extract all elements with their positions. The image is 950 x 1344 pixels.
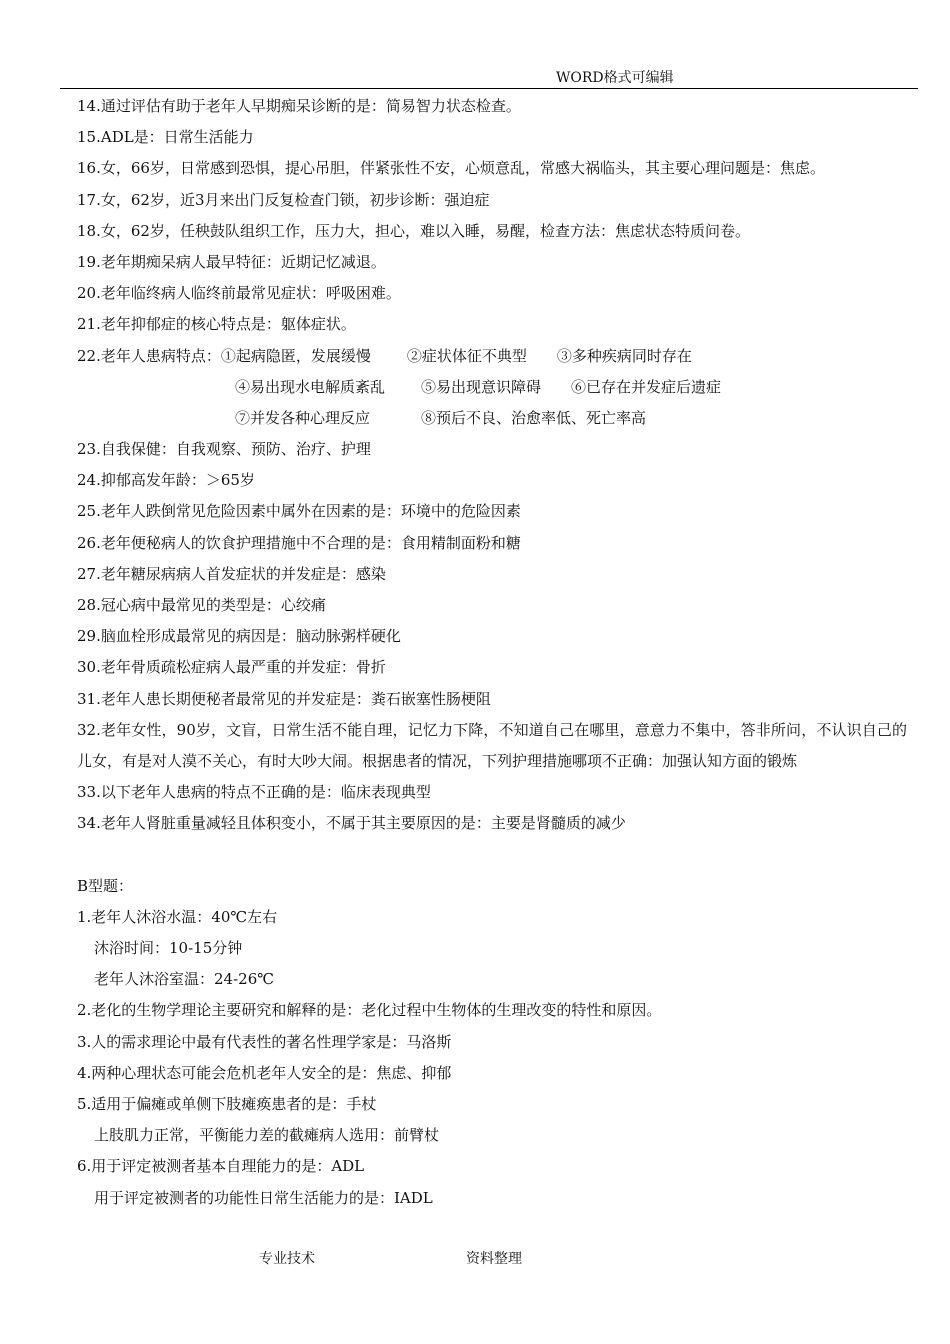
question-14: 14.通过评估有助于老年人早期痴呆诊断的是：简易智力状态检查。: [77, 97, 521, 115]
question-18: 18.女，62岁，任秧鼓队组织工作，压力大，担心，难以入睡，易醒，检查方法：焦虑状态特质问卷。: [77, 221, 750, 240]
question-22-item-6: ⑥已存在并发症后遗症: [571, 377, 722, 396]
footer-right-text: 资料整理: [466, 1251, 522, 1267]
question-22-item-4: ④易出现水电解质紊乱: [235, 377, 386, 396]
question-26: 26.老年便秘病人的饮食护理措施中不合理的是：食用精制面粉和糖: [77, 533, 521, 552]
question-22-item-2: ②症状体征不典型: [406, 346, 527, 365]
document-body: [77, 91, 907, 1214]
question-24: 24.抑郁高发年龄：＞65岁: [77, 471, 255, 490]
b-question-1-sub-2: 老年人沐浴室温：24-26℃: [94, 970, 275, 989]
question-22-label: 22.老年人患病特点：: [77, 346, 221, 365]
b-question-1: 1.老年人沐浴水温：40℃左右: [77, 907, 278, 926]
question-20: 20.老年临终病人临终前最常见症状：呼吸困难。: [77, 284, 401, 303]
question-21: 21.老年抑郁症的核心特点是：躯体症状。: [77, 315, 356, 334]
b-question-5-sub-1: 上肢肌力正常，平衡能力差的截瘫病人选用：前臂杖: [94, 1126, 440, 1145]
question-28: 28.冠心病中最常见的类型是：心绞痛: [77, 596, 326, 614]
question-22-row-2: [77, 372, 907, 403]
question-16: 16.女，66岁，日常感到恐惧，提心吊胆，伴紧张性不安，心烦意乱，常感大祸临头，其主要心理问题是：焦虑。: [77, 159, 825, 178]
question-25: 25.老年人跌倒常见危险因素中属外在因素的是：环境中的危险因素: [77, 502, 521, 521]
page-footer: [0, 1248, 950, 1268]
question-27: 27.老年糖尿病病人首发症状的并发症是：感染: [77, 564, 386, 583]
question-22-row-1: [77, 341, 907, 372]
b-question-1-sub-1: 沐浴时间：10-15分钟: [94, 939, 243, 958]
b-question-6: 6.用于评定被测者基本自理能力的是：ADL: [77, 1157, 365, 1176]
header-text: WORD格式可编辑: [556, 70, 674, 86]
b-question-3: 3.人的需求理论中最有代表性的著名性理学家是：马洛斯: [77, 1032, 452, 1051]
b-question-4: 4.两种心理状态可能会危机老年人安全的是：焦虑、抑郁: [77, 1063, 452, 1082]
question-15: 15.ADL是：日常生活能力: [77, 128, 254, 147]
b-question-2: 2.老化的生物学理论主要研究和解释的是：老化过程中生物体的生理改变的特性和原因。: [77, 1001, 662, 1020]
question-29: 29.脑血栓形成最常见的病因是：脑动脉粥样硬化: [77, 627, 401, 646]
question-22-item-1: ①起病隐匿，发展缓慢: [220, 346, 371, 365]
question-33: 33.以下老年人患病的特点不正确的是：临床表现典型: [77, 783, 431, 802]
question-31: 31.老年人患长期便秘者最常见的并发症是：粪石嵌塞性肠梗阻: [77, 689, 491, 708]
question-32: 32.老年女性，90岁，文盲，日常生活不能自理，记忆力下降，不知道自己在哪里，意意力不集中，答非所问，不认识自己的儿女，有是对人漠不关心，有时大吵大闹。根据患者的情况，下列护理措施哪项不正确：加强认知方面的锻炼: [77, 720, 907, 770]
blank-line: [77, 840, 907, 871]
question-30: 30.老年骨质疏松症病人最严重的并发症：骨折: [77, 658, 386, 677]
question-22-item-7: ⑦并发各种心理反应: [235, 408, 371, 427]
question-22-item-8: ⑧预后不良、治愈率低、死亡率高: [421, 408, 647, 427]
question-19: 19.老年期痴呆病人最早特征：近期记忆减退。: [77, 252, 386, 271]
question-23: 23.自我保健：自我观察、预防、治疗、护理: [77, 440, 371, 459]
page-header: [60, 68, 918, 89]
question-22-row-3: [77, 403, 907, 434]
question-34: 34.老年人肾脏重量减轻且体积变小，不属于其主要原因的是：主要是肾髓质的减少: [77, 814, 626, 833]
b-question-5: 5.适用于偏瘫或单侧下肢瘫痪患者的是：手杖: [77, 1095, 377, 1114]
question-17: 17.女，62岁，近3月来出门反复检查门锁，初步诊断：强迫症: [77, 190, 490, 209]
section-b-title: B型题：: [77, 876, 134, 895]
question-22-item-3: ③多种疾病同时存在: [556, 346, 692, 365]
b-question-6-sub-1: 用于评定被测者的功能性日常生活能力的是：IADL: [94, 1188, 433, 1207]
footer-left-text: 专业技术: [259, 1251, 315, 1267]
question-22-item-5: ⑤易出现意识障碍: [421, 377, 542, 396]
